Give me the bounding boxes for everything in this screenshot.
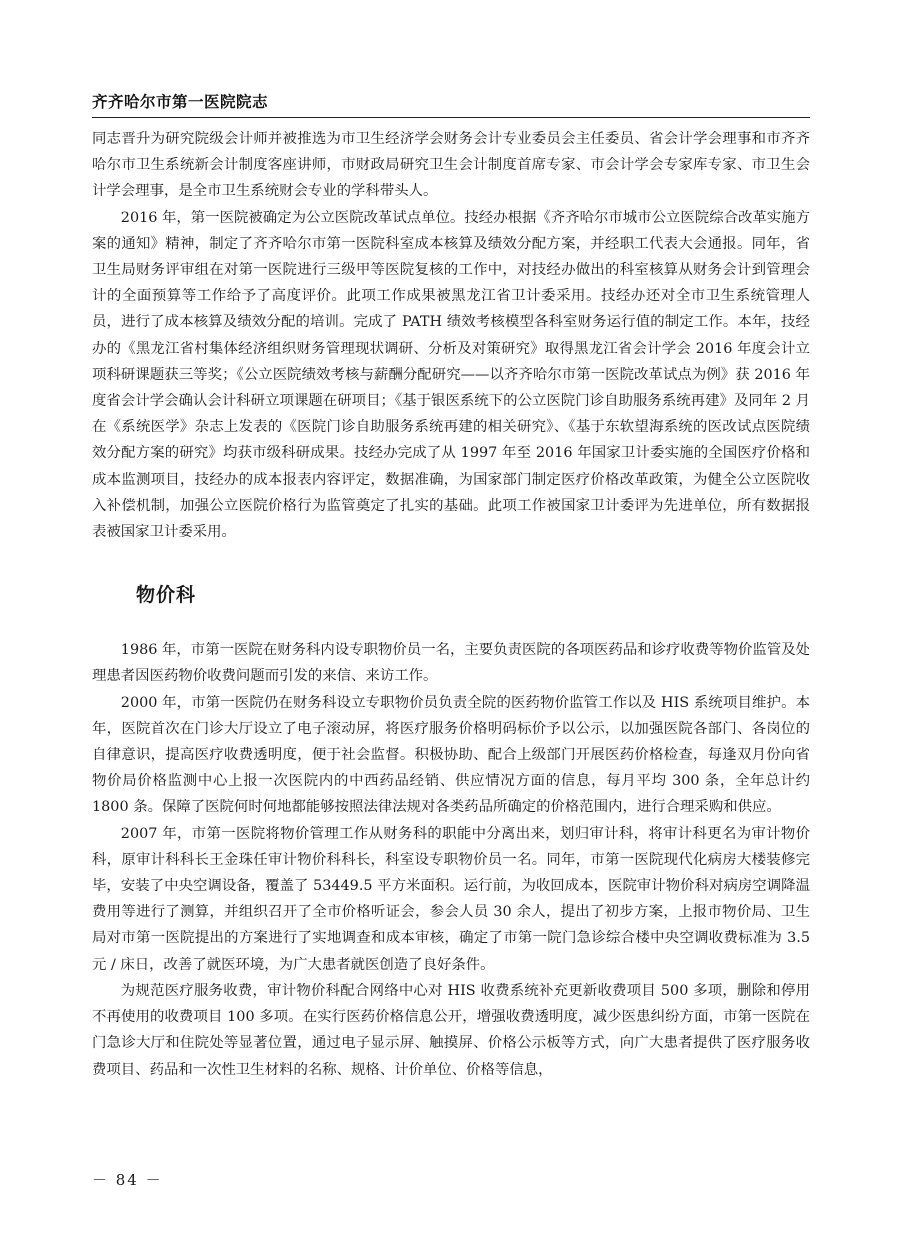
body-paragraph: 同志晋升为研究院级会计师并被推选为市卫生经济学会财务会计专业委员会主任委员、省会计学会理事和市齐齐哈尔市卫生系统新会计制度客座讲师，市财政局研究卫生会计制度首席专家、市会计学会专家库专家、市卫生会计学会理事，是全市卫生系统财会专业的学科带头人。	[92, 131, 810, 200]
header-rule	[92, 117, 810, 118]
body-paragraph: 2007 年，市第一医院将物价管理工作从财务科的职能中分离出来，划归审计科，将审计科更名为审计物价科，原审计科科长王金珠任审计物价科科长，科室设专职物价员一名。同年，市第一医院现代化病房大楼装修完毕，安装了中央空调设备，覆盖了 53449.5 平方米面积。运行前，为收回成本，医院审计物价科对病房空调降温费用等进行了测算，并组织召开了全市价格听证会，参会人员 30 余人，提出了初步方案，上报市物价局、卫生局对市第一医院提出的方案进行了实地调查和成本审核，确定了市第一院门急诊综合楼中央空调收费标准为 3.5 元 / 床日，改善了就医环境，为广大患者就医创造了良好条件。	[92, 825, 810, 973]
book-title: 齐齐哈尔市第一医院院志	[92, 93, 269, 111]
body-paragraph: 为规范医疗服务收费，审计物价科配合网络中心对 HIS 收费系统补充更新收费项目 500 多项，删除和停用不再使用的收费项目 100 多项。在实行医药价格信息公开，增强收费透明度，减少医患纠纷方面，市第一医院在门急诊大厅和住院处等显著位置，通过电子显示屏、触摸屏、价格公示板等方式，向广大患者提供了医疗服务收费项目、药品和一次性卫生材料的名称、规格、计价单位、价格等信息，	[92, 982, 810, 1078]
section-heading: 物价科	[136, 584, 197, 607]
body-paragraph: 2016 年，第一医院被确定为公立医院改革试点单位。技经办根据《齐齐哈尔市城市公立医院综合改革实施方案的通知》精神，制定了齐齐哈尔市第一医院科室成本核算及绩效分配方案，并经职工代表大会通报。同年，省卫生局财务评审组在对第一医院进行三级甲等医院复核的工作中，对技经办做出的科室核算从财务会计到管理会计的全面预算等工作给予了高度评价。此项工作成果被黑龙江省卫计委采用。技经办还对全市卫生系统管理人员，进行了成本核算及绩效分配的培训。完成了 PATH 绩效考核模型各科室财务运行值的制定工作。本年，技经办的《黑龙江省村集体经济组织财务管理现状调研、分析及对策研究》取得黑龙江省会计学会 2016 年度会计立项科研课题获三等奖；《公立医院绩效考核与薪酬分配研究——以齐齐哈尔市第一医院改革试点为例》获 2016 年度省会计学会确认会计科研立项课题在研项目；《基于银医系统下的公立医院门诊自助服务系统再建》及同年 2 月在《系统医学》杂志上发表的《医院门诊自助服务系统再建的相关研究》、《基于东软望海系统的医改试点医院绩效分配方案的研究》均获市级科研成果。技经办完成了从 1997 年至 2016 年国家卫计委实施的全国医疗价格和成本监测项目，技经办的成本报表内容评定，数据准确，为国家部门制定医疗价格改革政策，为健全公立医院收入补偿机制，加强公立医院价格行为监管奠定了扎实的基础。此项工作被国家卫计委评为先进单位，所有数据报表被国家卫计委采用。	[92, 209, 810, 541]
running-header	[92, 92, 810, 116]
body-paragraph: 2000 年，市第一医院仍在财务科设立专职物价员负责全院的医药物价监管工作以及 HIS 系统项目维护。本年，医院首次在门诊大厅设立了电子滚动屏，将医疗服务价格明码标价予以公示，以加强医院各部门、各岗位的自律意识，提高医疗收费透明度，便于社会监督。积极协助、配合上级部门开展医药价格检查，每逢双月份向省物价局价格监测中心上报一次医院内的中西药品经销、供应情况方面的信息，每月平均 300 条，全年总计约 1800 条。保障了医院何时何地都能够按照法律法规对各类药品所确定的价格范围内，进行合理采购和供应。	[92, 694, 810, 816]
body-paragraph: 1986 年，市第一医院在财务科内设专职物价员一名，主要负责医院的各项医药品和诊疗收费等物价监管及处理患者因医药物价收费问题而引发的来信、来访工作。	[92, 642, 810, 685]
page-number: － 84 －	[92, 1171, 163, 1189]
page-body	[92, 126, 810, 1083]
